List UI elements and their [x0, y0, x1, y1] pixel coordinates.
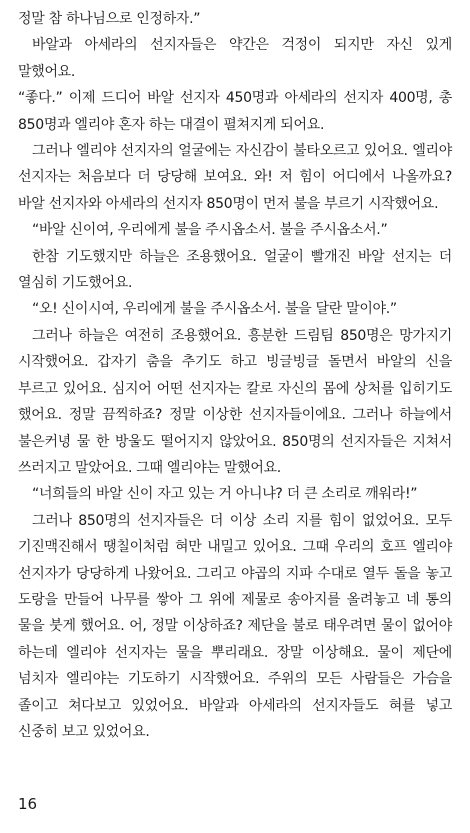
paragraph-9: “너희들의 바알 신이 자고 있는 거 아니냐? 더 큰 소리로 깨워라!” [32, 486, 418, 503]
paragraph-3: “좋다.” 이제 드디어 바알 선지자 450명과 아세라의 선지자 400명, 총 850명과 엘리야 혼자 하는 대결이 펼쳐지게 되어요. [18, 90, 452, 133]
paragraph-2: 바알과 아세라의 선지자들은 약간은 걱정이 되지만 자신 있게 말했어요. [18, 37, 452, 80]
paragraph-7: “오! 신이시여, 우리에게 불을 주시옵소서. 불을 달란 말이야.” [32, 301, 397, 318]
paragraph-4: 그러나 엘리야 선지자의 얼굴에는 자신감이 불타오르고 있어요. 엘리야 선지자는 처음보다 더 당당해 보여요. 와! 저 힘이 어디에서 나올까요? 바알 선지자와 아세라의 선지자 850명이 먼저 불을 부르기 시작했어요. [18, 143, 452, 212]
paragraph-10: 그러나 850명의 선지자들은 더 이상 소리 지를 힘이 없었어요. 모두 기진맥진해서 땡칠이처럼 혀만 내밀고 있어요. 그때 우리의 호프 엘리야 선지자가 당당하게 나왔어요. 그리고 야곱의 지파 수대로 열두 돌을 놓고 도랑을 만들어 나무를 쌓아 그 위에 제물로 송아지를 올려놓고 네 통의 물을 붓게 했어요. 어, 정말 이상하죠? 제단을 불로 태우려면 물이 없어야 하는데 엘리야 선지자는 물을 뿌리래요. 장말 이상해요. 물이 제단에 넘치자 엘리야는 기도하기 시작했어요. 주위의 모든 사람들은 가슴을 졸이고 쳐다보고 있었어요. 바알과 아세라의 선지자들도 혀를 넣고 신중히 보고 있었어요. [18, 512, 452, 740]
paragraph-1: 정말 참 하나님으로 인정하자.” [18, 11, 201, 27]
paragraph-8: 그러나 하늘은 여전히 조용했어요. 흥분한 드림팀 850명은 망가지기 시작했어요. 갑자기 춤을 추기도 하고 빙글빙글 돌면서 바알의 신을 부르고 있어요. 심지어 어떤 선지자는 칼로 자신의 몸에 상처를 입히기도 했어요. 정말 끔찍하죠? 정말 이상한 선지자들이에요. 그러나 하늘에서 불은커녕 물 한 방울도 떨어지지 않았어요. 850명의 선지자들은 지쳐서 쓰러지고 말았어요. 그때 엘리야는 말했어요. [18, 327, 452, 476]
paragraph-5: “바알 신이여, 우리에게 불을 주시옵소서. 불을 주시옵소서.” [32, 222, 388, 239]
page-number: 16 [18, 795, 38, 813]
paragraph-6: 한참 기도했지만 하늘은 조용했어요. 얼굴이 빨개진 바알 선지는 더 열심히 기도했어요. [18, 248, 452, 292]
